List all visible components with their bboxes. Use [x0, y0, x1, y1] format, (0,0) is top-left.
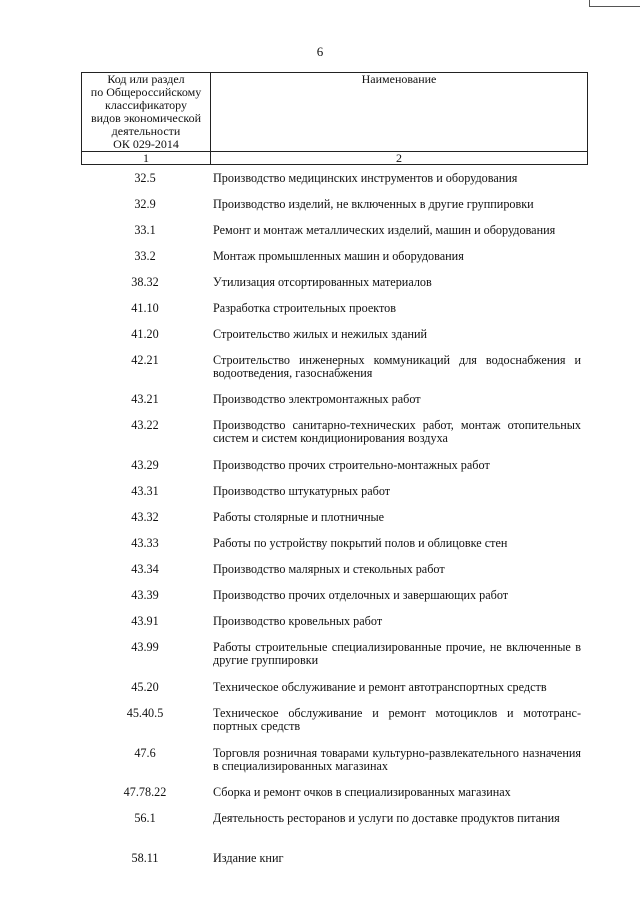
- activity-code: 32.5: [134, 171, 156, 185]
- activity-name: Производство прочих строительно-монтажных работ: [213, 458, 490, 472]
- header-name-column: Наименование: [211, 73, 588, 152]
- activity-name: Строительство инженерных коммуникаций для водоснабжения и водоотведения, газоснабжения: [213, 353, 581, 380]
- activity-code: 43.31: [131, 484, 159, 498]
- table-header: [81, 72, 588, 165]
- activity-code: 43.34: [131, 562, 159, 576]
- corner-mark: [589, 0, 640, 7]
- activity-name: Работы по устройству покрытий полов и облицовке стен: [213, 536, 508, 550]
- activity-name: Производство электромонтажных работ: [213, 392, 421, 406]
- activity-name: Производство прочих отделочных и завершающих работ: [213, 588, 509, 602]
- activity-code: 56.1: [134, 811, 156, 825]
- activity-code: 47.6: [134, 746, 156, 760]
- header-code-line: по Общероссийскому: [90, 85, 202, 99]
- header-code-line: классификатору: [104, 98, 187, 112]
- activity-name: Деятельность ресторанов и услуги по доставке продуктов питания: [213, 811, 560, 825]
- activity-code: 43.99: [131, 640, 159, 654]
- activity-code: 42.21: [131, 353, 159, 367]
- page-number: 6: [316, 44, 324, 59]
- column-number-2: 2: [211, 152, 588, 165]
- column-number-1: 1: [82, 152, 211, 165]
- activity-name: Техническое обслуживание и ремонт автотранспортных средств: [213, 680, 547, 694]
- activity-name: Производство малярных и стекольных работ: [213, 562, 445, 576]
- activity-code: 33.2: [134, 249, 156, 263]
- activity-name: Ремонт и монтаж металлических изделий, машин и оборудования: [213, 223, 556, 237]
- activity-code: 33.1: [134, 223, 156, 237]
- activity-name: Издание книг: [213, 851, 284, 865]
- header-code-line: видов экономической: [90, 111, 202, 125]
- activity-name: Монтаж промышленных машин и оборудования: [213, 249, 464, 263]
- activity-name: Производство кровельных работ: [213, 614, 383, 628]
- header-code-column: [82, 73, 211, 152]
- activity-name: Сборка и ремонт очков в специализированных магазинах: [213, 785, 511, 799]
- activity-name: Торговля розничная товарами культурно-развлекательного назначения в специализированных магазинах: [213, 746, 581, 773]
- activity-name: Работы столярные и плотничные: [213, 510, 385, 524]
- header-code-line: деятельности: [111, 124, 181, 138]
- activity-name: Производство медицинских инструментов и оборудования: [213, 171, 518, 185]
- activity-name: Техническое обслуживание и ремонт мотоциклов и мототранс-портных средств: [213, 706, 581, 733]
- activity-code: 43.21: [131, 392, 159, 406]
- activity-code: 58.11: [131, 851, 159, 865]
- activity-name: Утилизация отсортированных материалов: [213, 275, 432, 289]
- activity-code: 43.33: [131, 536, 159, 550]
- activity-code: 43.39: [131, 588, 159, 602]
- activity-name: Строительство жилых и нежилых зданий: [213, 327, 428, 341]
- activity-code: 43.32: [131, 510, 159, 524]
- activity-code: 38.32: [131, 275, 159, 289]
- activity-code: 43.91: [131, 614, 159, 628]
- header-code-line: ОК 029-2014: [113, 137, 179, 151]
- activity-code: 43.29: [131, 458, 159, 472]
- activity-code: 45.20: [131, 680, 159, 694]
- activity-name: Разработка строительных проектов: [213, 301, 397, 315]
- activity-code: 47.78.22: [123, 785, 167, 799]
- activity-name: Производство изделий, не включенных в другие группировки: [213, 197, 534, 211]
- activity-name: Работы строительные специализированные прочие, не включенные в другие группировки: [213, 640, 581, 667]
- activity-code: 41.20: [131, 327, 159, 341]
- table-header-row: [82, 73, 588, 152]
- activity-code: 32.9: [134, 197, 156, 211]
- table-column-numbers-row: [82, 152, 588, 165]
- header-code-line: Код или раздел: [107, 72, 185, 86]
- activity-code: 45.40.5: [126, 706, 164, 720]
- activity-name: Производство штукатурных работ: [213, 484, 391, 498]
- activity-code: 41.10: [131, 301, 159, 315]
- activity-code: 43.22: [131, 418, 159, 432]
- activity-name: Производство санитарно-технических работ, монтаж отопительных систем и систем кондиционирования воздуха: [213, 418, 581, 445]
